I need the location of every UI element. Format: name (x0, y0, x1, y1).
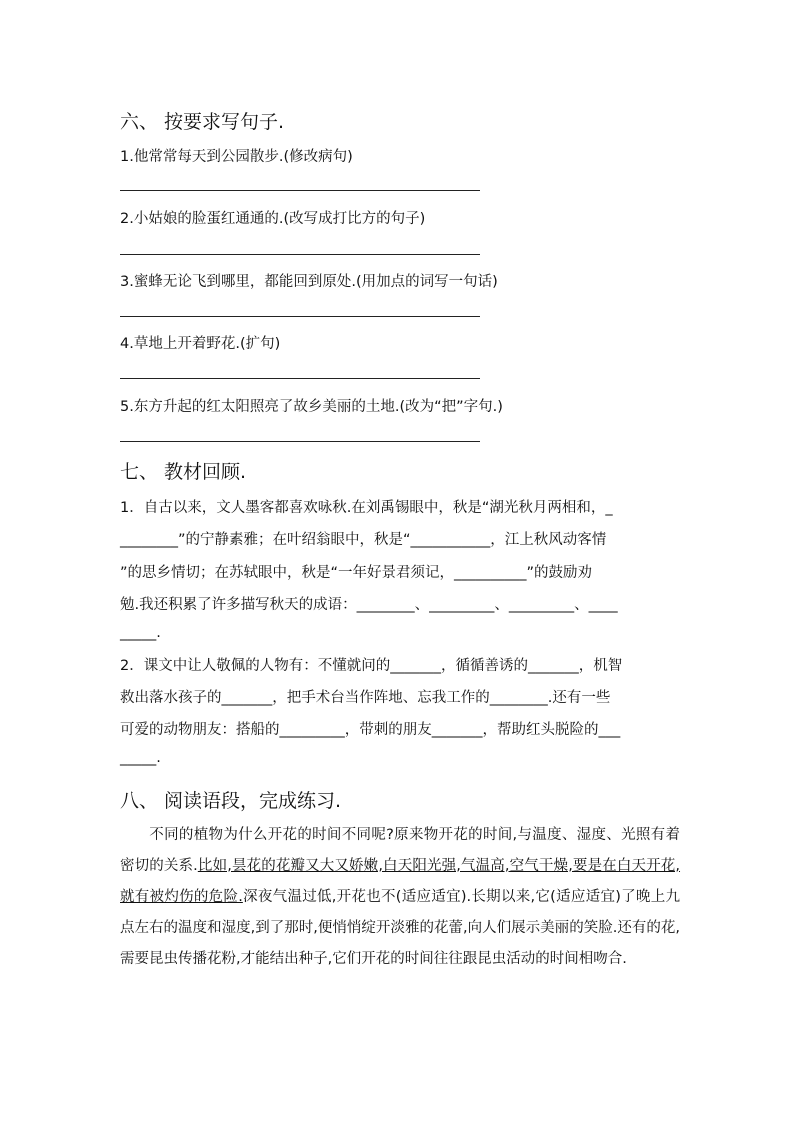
section7-q2-line-4: _____. (120, 750, 161, 766)
section7-q1-line-4: 勉.我还积累了许多描写秋天的成语：________、_________、_________、____ (120, 597, 618, 613)
section6-question-2: 2.小姑娘的脸蛋红通通的.(改写成打比方的句子) (120, 211, 426, 227)
passage-start: 不同的植物为什么开花的时间不同呢?原来物开花的时间,与温度、湿度、光照有着密切的关系. (120, 827, 680, 874)
section7-q2-line-3: 可爱的动物朋友：搭船的_________，带刺的朋友_______，帮助红头脱险的___ (120, 722, 621, 738)
section7-q1-line-2: ________”的宁静素雅；在叶绍翁眼中，秋是“___________，江上秋风动客情 (120, 532, 607, 548)
section6-question-4: 4.草地上开着野花.(扩句) (120, 336, 281, 352)
section7-q1-line-5: _____. (120, 625, 161, 641)
section6-title: 六、 按要求写句子. (120, 111, 285, 133)
section7-q2-line-2: 救出落水孩子的_______，把手术台当作阵地、忘我工作的________.还有一些 (120, 690, 611, 706)
passage-end: 深夜气温过低,开花也不(适应适宜).长期以来,它(适应适宜)了晚上九点左右的温度和湿度,到了那时,便悄悄绽开淡雅的花蕾,向人们展示美丽的笑脸.还有的花,需要昆虫传播花粉,才能结出种子,它们开花的时间往往跟昆虫活动的时间相吻合. (120, 889, 681, 967)
section7-q1-line-3: ”的思乡情切；在苏轼眼中，秋是“一年好景君须记，__________”的鼓励劝 (120, 565, 593, 581)
passage-underlined: 比如,昙花的花瓣又大又娇嫩,白天阳光强,气温高,空气干燥,要是在白天开花,就有被灼伤的危险. (120, 858, 681, 905)
answer-line-3[interactable] (120, 316, 480, 317)
answer-line-1[interactable] (120, 190, 480, 191)
reading-passage (120, 820, 680, 975)
answer-line-2[interactable] (120, 254, 480, 255)
answer-line-4[interactable] (120, 378, 480, 379)
section6-question-5: 5.东方升起的红太阳照亮了故乡美丽的土地.(改为“把”字句.) (120, 399, 503, 415)
section6-question-1: 1.他常常每天到公园散步.(修改病句) (120, 149, 353, 165)
section7-title: 七、 教材回顾. (120, 461, 247, 483)
answer-line-5[interactable] (120, 441, 480, 442)
section7-q2-line-1: 2．课文中让人敬佩的人物有：不懂就问的_______，循循善诱的_______，机智 (120, 658, 623, 674)
section8-title: 八、 阅读语段，完成练习. (120, 790, 342, 812)
section6-question-3: 3.蜜蜂无论飞到哪里，都能回到原处.(用加点的词写一句话) (120, 274, 498, 290)
section7-q1-line-1: 1．自古以来，文人墨客都喜欢咏秋.在刘禹锡眼中，秋是“湖光秋月两相和，_ (120, 500, 613, 516)
